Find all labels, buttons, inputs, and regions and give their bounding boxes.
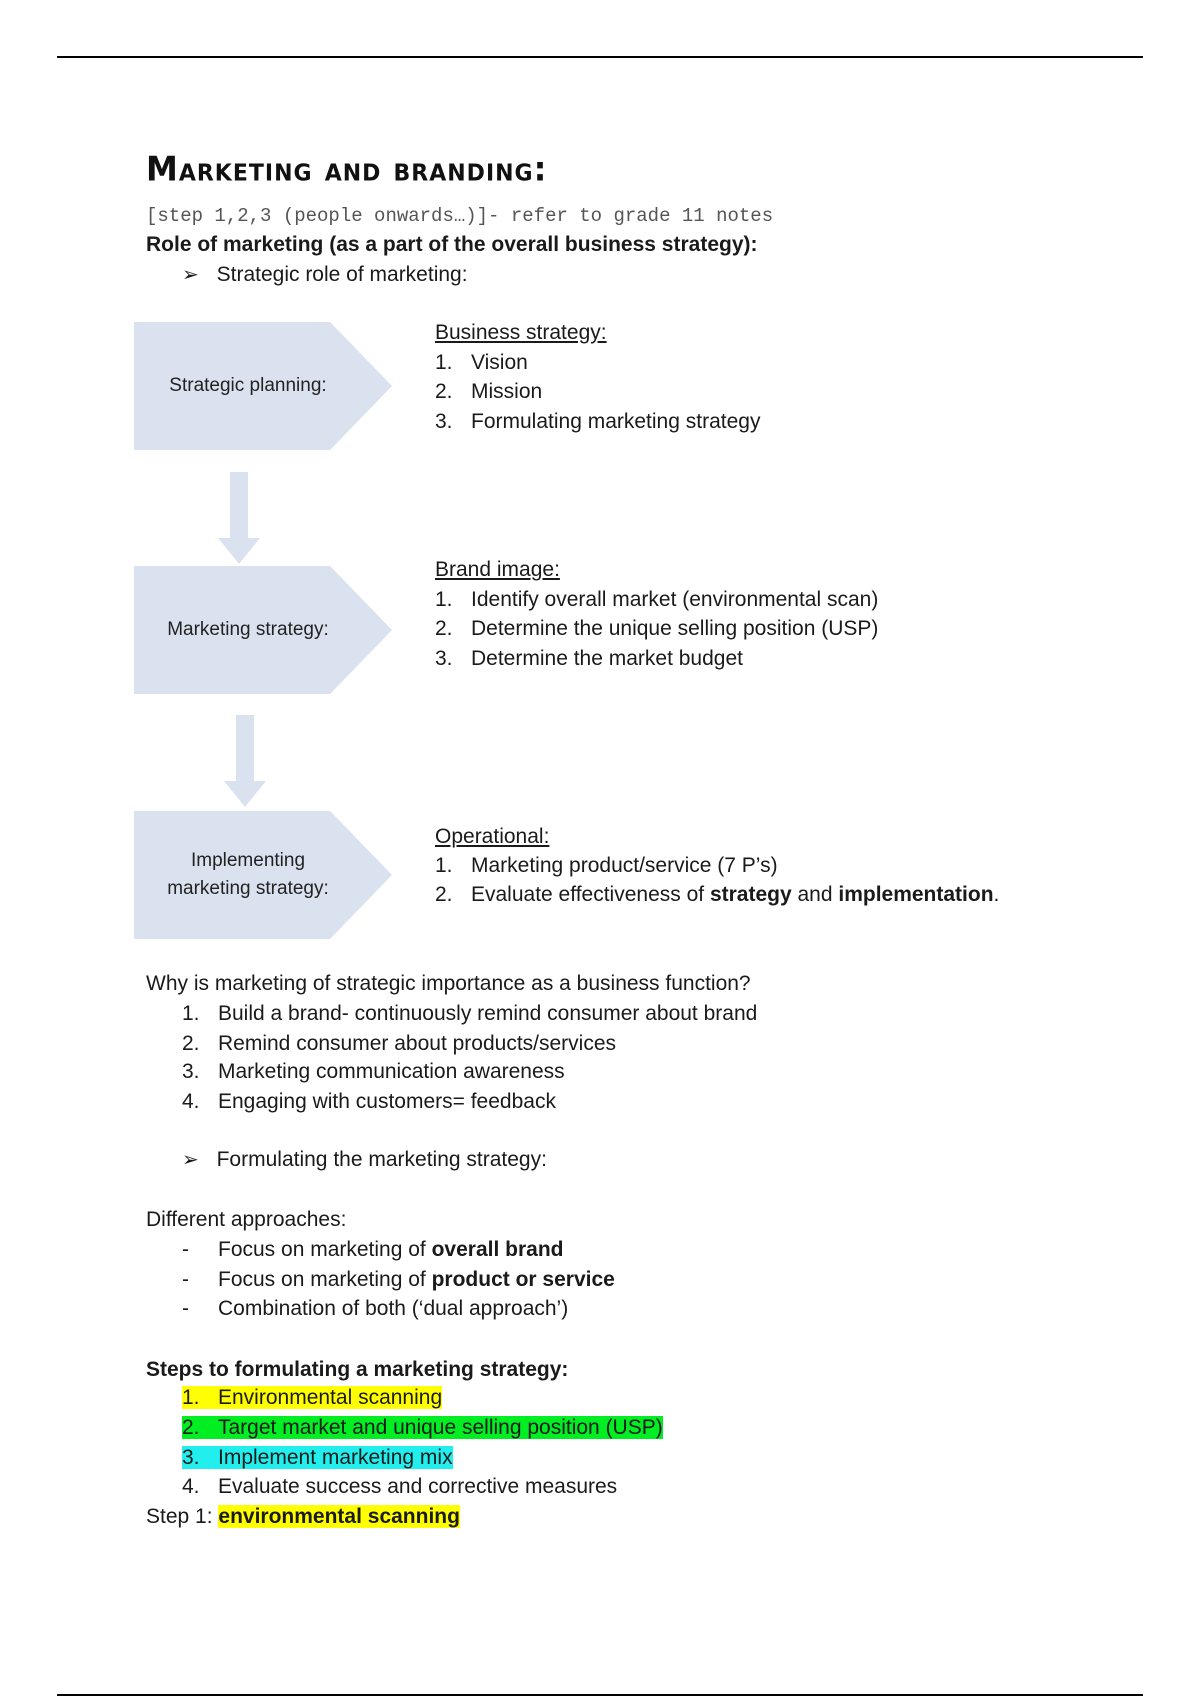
chevron-label-strategic-planning: Strategic planning: [169,375,327,396]
list-item: - Focus on marketing of product or service [182,1268,615,1291]
list-item: 4. Evaluate success and corrective measures [182,1475,618,1498]
formulating-bullet: ➢ Formulating the marketing strategy: [182,1148,547,1171]
down-arrow-icon [218,472,260,564]
why-question: Why is marketing of strategic importance as a business function? [146,972,751,995]
business-strategy-heading: Business strategy: [435,321,607,344]
grade-note: [step 1,2,3 (people onwards…)]- refer to grade 11 notes [146,205,774,227]
role-heading: Role of marketing (as a part of the overall business strategy): [146,233,758,256]
list-item: 1. Build a brand- continuously remind consumer about brand [182,1002,758,1025]
approaches-heading: Different approaches: [146,1208,347,1231]
brand-image-heading: Brand image: [435,558,560,581]
list-item: 3. Determine the market budget [435,647,743,670]
list-item: 4. Engaging with customers= feedback [182,1090,556,1113]
list-item: 2. Determine the unique selling position (USP) [435,617,879,640]
list-item: - Focus on marketing of overall brand [182,1238,564,1261]
step1-line: Step 1: environmental scanning [146,1505,460,1528]
chevron-label-marketing-strategy: Marketing strategy: [167,619,329,640]
list-item: 2. Mission [435,380,543,403]
list-item: 3. Implement marketing mix [182,1446,453,1469]
list-item: 2. Remind consumer about products/services [182,1032,617,1055]
page-title: Marketing and branding: [146,149,548,189]
list-item: 1. Vision [435,351,528,374]
list-item: 1. Environmental scanning [182,1386,443,1409]
steps-heading: Steps to formulating a marketing strategy: [146,1358,569,1381]
down-arrow-icon [224,715,266,807]
list-item: - Combination of both (‘dual approach’) [182,1297,569,1320]
top-rule [57,56,1143,58]
arrow-bullet-icon: ➢ [182,1149,199,1171]
list-item: 1. Identify overall market (environmental scan) [435,588,879,611]
list-item: 3. Formulating marketing strategy [435,410,761,433]
list-item: 2. Target market and unique selling position (USP) [182,1416,663,1439]
list-item: 3. Marketing communication awareness [182,1060,565,1083]
strategic-role-bullet [182,262,468,288]
list-item: 2. Evaluate effectiveness of strategy and implementation. [435,883,1000,906]
arrow-bullet-icon: ➢ [182,264,199,286]
chevron-label-implementing: Implementing marketing strategy: [167,850,329,899]
operational-heading: Operational: [435,825,550,848]
strategic-role-text: Strategic role of marketing: [216,263,468,286]
step1-value: environmental scanning [218,1505,460,1528]
bottom-rule [57,1694,1143,1696]
list-item: 1. Marketing product/service (7 P’s) [435,854,778,877]
